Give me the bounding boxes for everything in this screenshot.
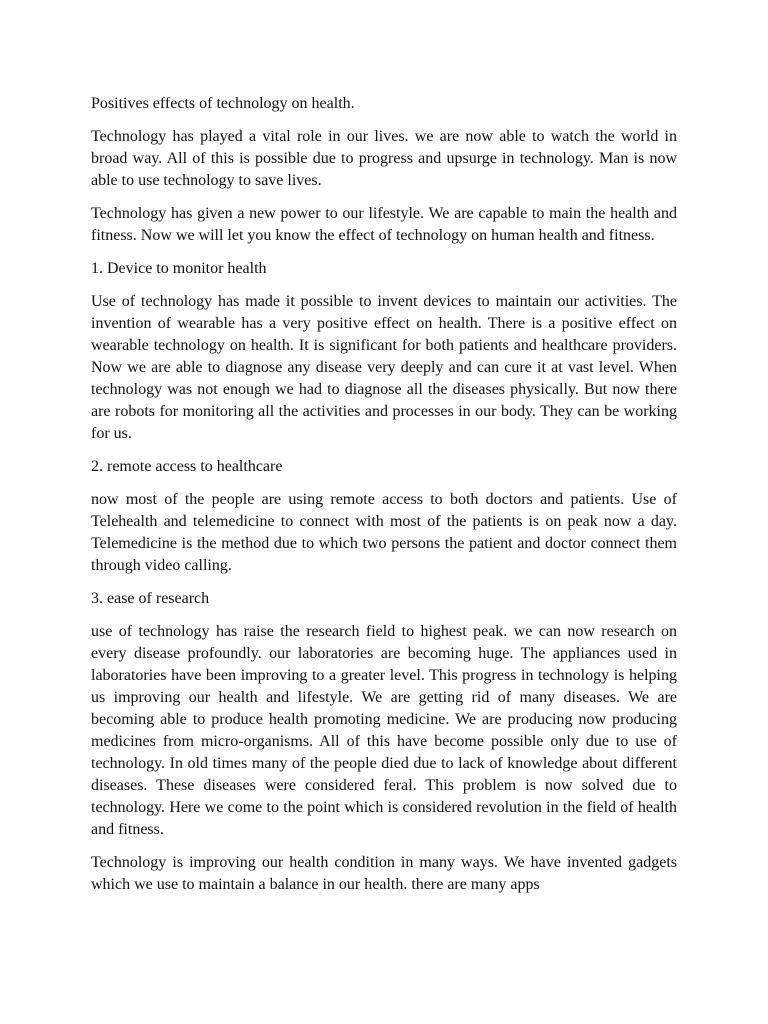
intro-paragraph-2: Technology has given a new power to our lifestyle. We are capable to main the health and fitness. Now we will let you know the effect of technology on human health and fitness. xyxy=(91,205,677,244)
document-body xyxy=(91,93,677,907)
section-3-body: use of technology has raise the research field to highest peak. we can now research on every disease profoundly. our laboratories are becoming huge. The appliances used in laboratories have been improving to a greater level. This progress in technology is helping us improving our health and lifestyle. We are getting rid of many diseases. We are becoming able to produce health promoting medicine. We are producing now producing medicines from micro-organisms. All of this have become possible only due to use of technology. In old times many of the people died due to lack of knowledge about different diseases. These diseases were considered feral. This problem is now solved due to technology. Here we come to the point which is considered revolution in the field of health and fitness. xyxy=(91,623,677,838)
section-3-heading: 3. ease of research xyxy=(91,590,210,607)
section-1-body: Use of technology has made it possible to invent devices to maintain our activities. The invention of wearable has a very positive effect on health. There is a positive effect on wearable technology on health. It is significant for both patients and healthcare providers. Now we are able to diagnose any disease very deeply and can cure it at vast level. When technology was not enough we had to diagnose all the diseases physically. But now there are robots for monitoring all the activities and processes in our body. They can be working for us. xyxy=(91,293,677,442)
section-1-heading: 1. Device to monitor health xyxy=(91,260,267,277)
section-2-heading: 2. remote access to healthcare xyxy=(91,458,283,475)
closing-paragraph: Technology is improving our health condition in many ways. We have invented gadgets which we use to maintain a balance in our health. there are many apps xyxy=(91,854,677,893)
section-2-body: now most of the people are using remote access to both doctors and patients. Use of Telehealth and telemedicine to connect with most of the patients is on peak now a day. Telemedicine is the method due to which two persons the patient and doctor connect them through video calling. xyxy=(91,491,677,574)
document-title: Positives effects of technology on health. xyxy=(91,95,355,112)
intro-paragraph-1: Technology has played a vital role in our lives. we are now able to watch the world in broad way. All of this is possible due to progress and upsurge in technology. Man is now able to use technology to save lives. xyxy=(91,128,677,189)
